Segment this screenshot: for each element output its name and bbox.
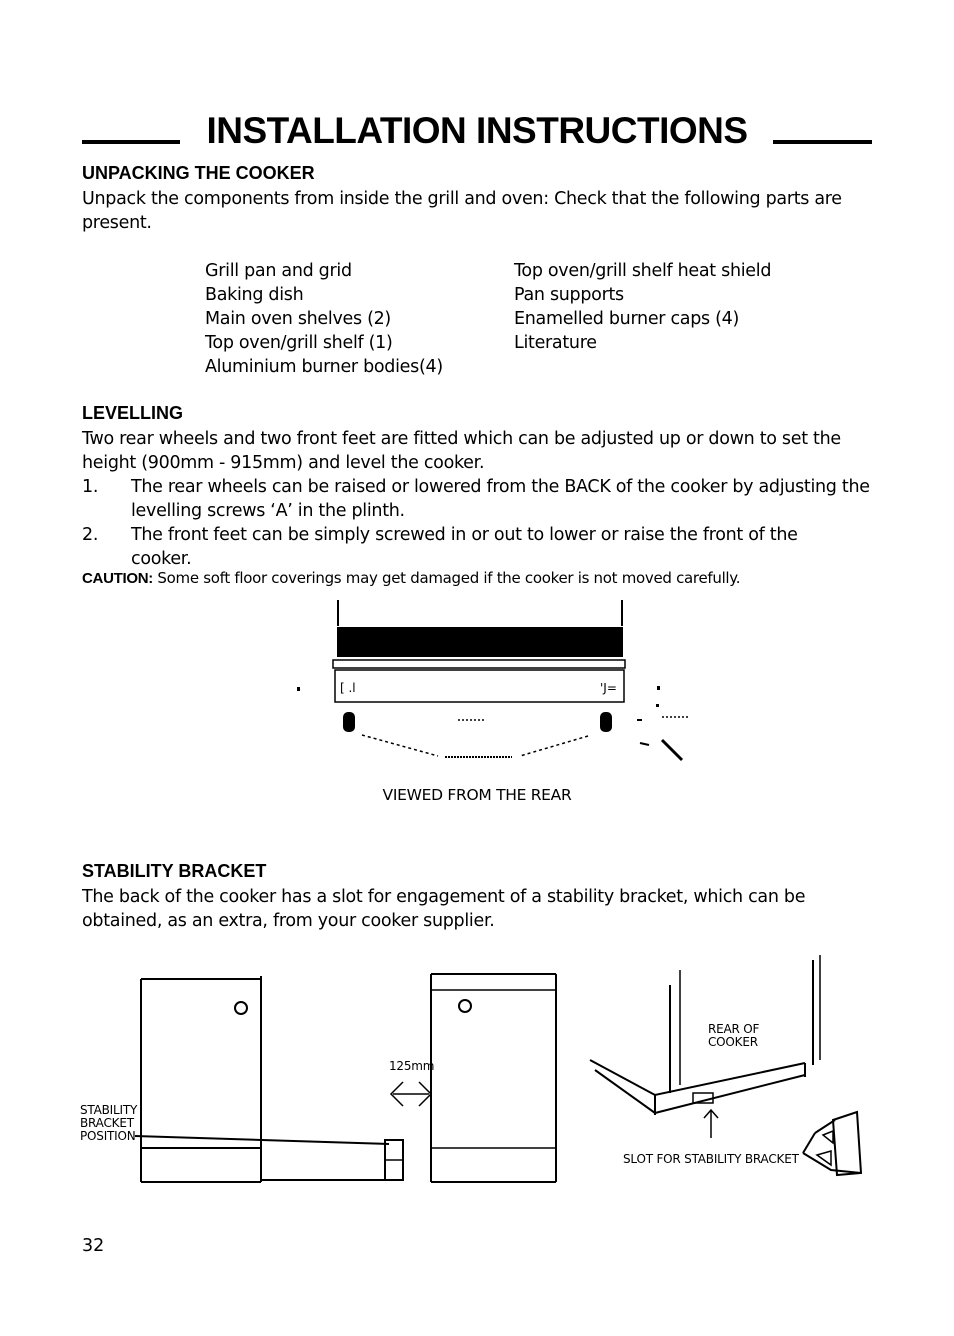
unpacking-intro: Unpack the components from inside the grill and oven: Check that the following parts are present.: [82, 189, 842, 233]
svg-text:[ .l: [ .l: [340, 681, 356, 695]
part-item: Literature: [514, 333, 597, 353]
caution-text: Some soft floor coverings may get damaged if the cooker is not moved carefully.: [152, 569, 741, 587]
parts-list-right: [514, 259, 771, 355]
label-line: BRACKET: [80, 1116, 134, 1130]
caution-label: CAUTION:: [82, 570, 153, 587]
label-line: REAR OF: [708, 1022, 760, 1036]
part-item: Aluminium burner bodies(4): [205, 357, 443, 377]
distance-label: 125mm: [389, 1059, 435, 1073]
step-text: The front feet can be simply screwed in or out to lower or raise the front of the cooker.: [131, 525, 798, 569]
label-line: POSITION: [80, 1129, 136, 1143]
stability-heading: STABILITY BRACKET: [82, 861, 267, 881]
part-item: Top oven/grill shelf heat shield: [514, 261, 772, 281]
part-item: Enamelled burner caps (4): [514, 309, 739, 329]
rear-slot-diagram: [585, 955, 870, 1185]
levelling-heading: LEVELLING: [82, 403, 184, 423]
page-number: 32: [82, 1236, 105, 1256]
unpacking-heading: UNPACKING THE COOKER: [82, 163, 315, 183]
stability-side-diagram: [135, 970, 565, 1192]
part-item: Grill pan and grid: [205, 261, 352, 281]
step-text: The rear wheels can be raised or lowered from the BACK of the cooker by adjusting the levelling screws ‘A’ in the plinth.: [131, 477, 870, 521]
step-number: 2.: [82, 525, 99, 545]
part-item: Top oven/grill shelf (1): [205, 333, 393, 353]
caution-note: [82, 569, 740, 587]
title-rule-right: [773, 140, 872, 144]
label-line: STABILITY: [80, 1103, 138, 1117]
part-item: Main oven shelves (2): [205, 309, 391, 329]
part-item: Baking dish: [205, 285, 304, 305]
part-item: Pan supports: [514, 285, 624, 305]
levelling-intro: Two rear wheels and two front feet are fitted which can be adjusted up or down to set the height (900mm - 915mm) and level the cooker.: [82, 429, 841, 473]
rear-view-diagram: [290, 600, 700, 770]
bracket-position-label: [80, 1104, 137, 1143]
svg-text:'J=: 'J=: [600, 681, 617, 695]
stability-intro: The back of the cooker has a slot for engagement of a stability bracket, which can be obtained, as an extra, from your cooker supplier.: [82, 887, 806, 931]
slot-label: SLOT FOR STABILITY BRACKET: [623, 1152, 799, 1166]
label-line: COOKER: [708, 1035, 758, 1049]
page-title: INSTALLATION INSTRUCTIONS: [206, 110, 748, 151]
figure-caption: VIEWED FROM THE REAR: [382, 786, 572, 804]
parts-list-left: [205, 259, 443, 379]
rear-of-cooker-label: [708, 1023, 759, 1049]
step-number: 1.: [82, 477, 99, 497]
